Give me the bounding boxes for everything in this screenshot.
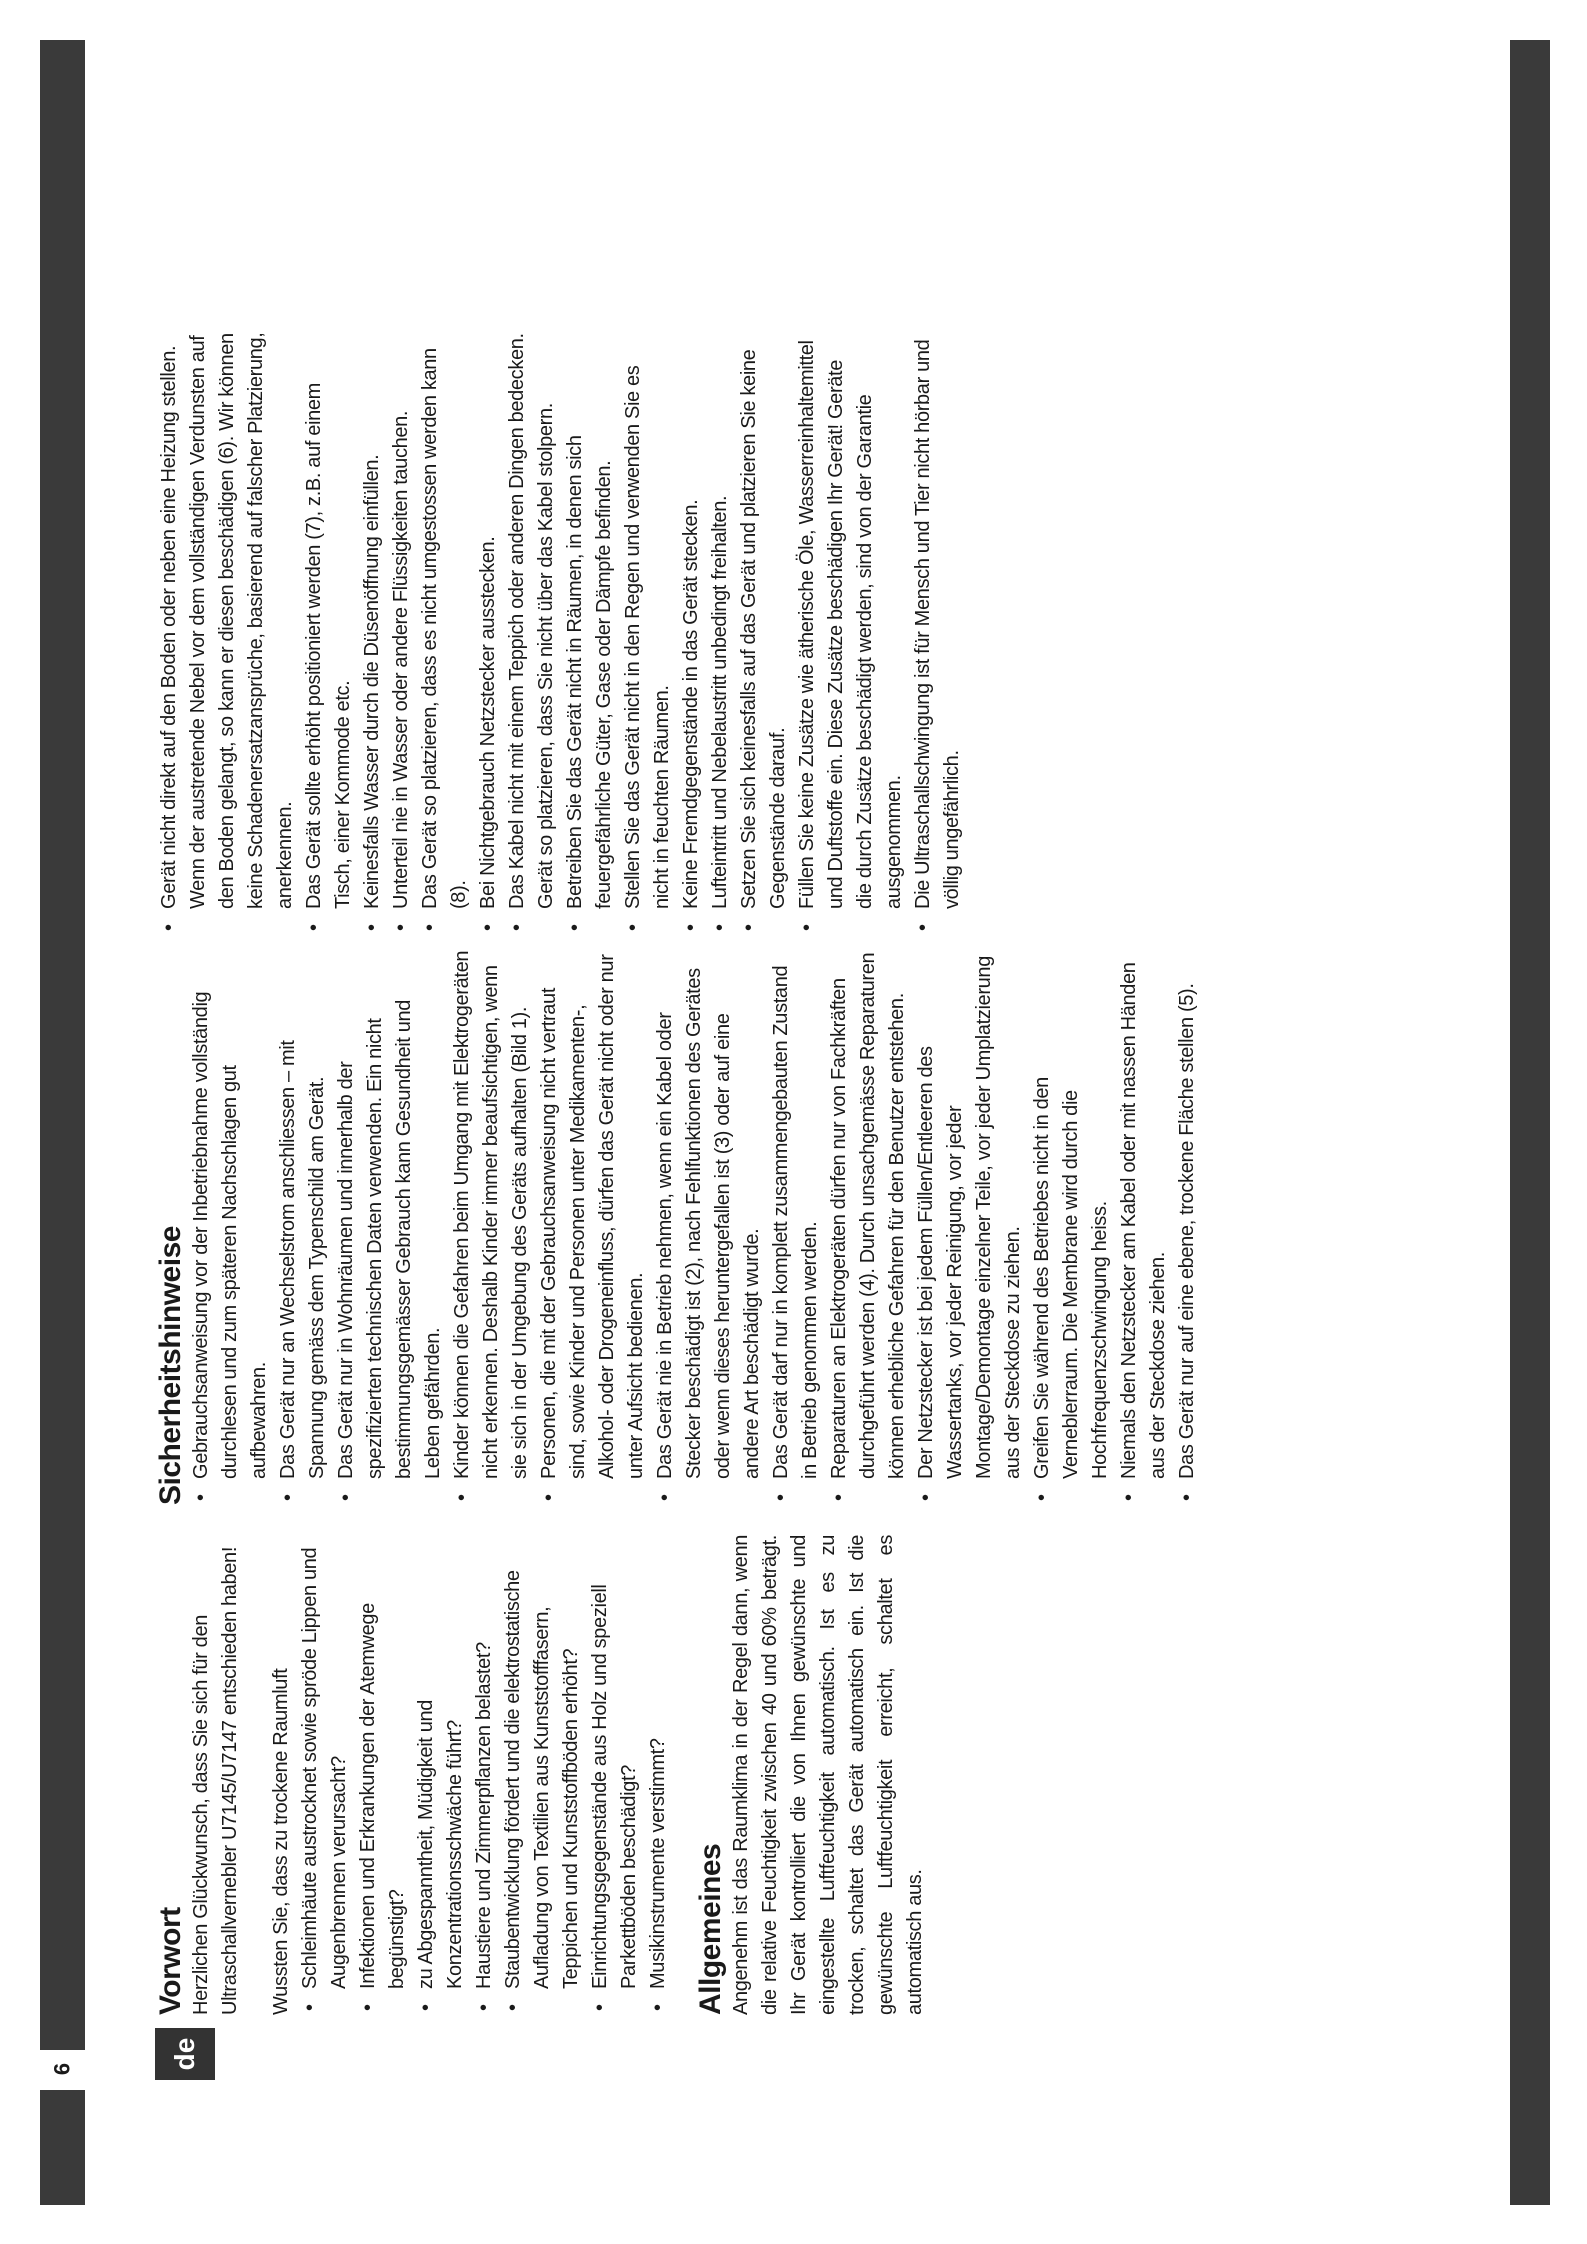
list-item: • Personen, die mit der Gebrauchsanweisung nicht vertraut sind, sowie Kinder und Personen unter Medikamenten-, Alkohol- oder Drogeneinfluss, dürfen das Gerät nicht oder nur unter Aufsicht bedienen. (535, 950, 651, 1505)
column-1 (155, 1535, 930, 2015)
list-item: • Das Gerät nur auf eine ebene, trockene Fläche stellen (5). (1173, 950, 1202, 1505)
vorwort-question-lead: Wussten Sie, dass zu trockene Raumluft (270, 1668, 292, 2015)
list-item: • Gebrauchsanweisung vor der Inbetriebnahme vollständig durchlesen und zum späteren Nachschlagen gut aufbewahren. (187, 950, 274, 1505)
safety-list-part-1 (187, 950, 1202, 1505)
list-item: • Haustiere und Zimmerpflanzen belastet? (470, 1535, 499, 2015)
list-item: • Keine Fremdgegenstände in das Gerät stecken. (677, 330, 706, 935)
list-item: • Kinder können die Gefahren beim Umgang mit Elektrogeräten nicht erkennen. Deshalb Kinder immer beaufsichtigen, wenn sie sich in der Umgebung des Geräts aufhalten (Bild 1). (448, 950, 535, 1505)
list-item: • Das Gerät darf nur in komplett zusammengebauten Zustand in Betrieb genommen werden. (767, 950, 825, 1505)
list-item: • Infektionen und Erkrankungen der Atemwege begünstigt? (354, 1535, 412, 2015)
vorwort-intro: Herzlichen Glückwunsch, dass Sie sich für den Ultraschallvernebler U7145/U7147 entschieden haben! (190, 1546, 241, 2015)
list-item: • Das Gerät nie in Betrieb nehmen, wenn ein Kabel oder Stecker beschädigt ist (2), nach Fehlfunktionen des Gerätes oder wenn dieses heruntergefallen ist (3) oder auf eine andere Art beschädigt wurde. (651, 950, 767, 1505)
language-tab: de (155, 2028, 215, 2080)
sicherheitshinweise-heading: Sicherheitshinweise (154, 1226, 187, 1505)
list-item: • Gerät nicht direkt auf den Boden oder neben eine Heizung stellen. Wenn der austretende Nebel vor dem vollständigen Verdunsten auf den Boden gelangt, so kann er diesen beschädigen (6). Wir können keine Schadenersatzansprüche, basierend auf falscher Platzierung, anerkennen. (155, 330, 300, 935)
allgemeines-text: Angenehm ist das Raumklima in der Regel dann, wenn die relative Feuchtigkeit zwischen 40 und 60% beträgt. Ihr Gerät kontrolliert die von Ihnen gewünschte und eingestellte Luftfeuchtigkeit automatisch. Ist es zu trocken, schaltet das Gerät automatisch ein. Ist die gewünschte Luftfeuchtigkeit erreicht, schaltet es automatisch aus. (730, 1535, 926, 2015)
list-item: • Schleimhäute austrocknet sowie spröde Lippen und Augenbrennen verursacht? (296, 1535, 354, 2015)
list-item: • Niemals den Netzstecker am Kabel oder mit nassen Händen aus der Steckdose ziehen. (1115, 950, 1173, 1505)
page-number: 6 (49, 2062, 75, 2076)
list-item: • Die Ultraschallschwingung ist für Mensch und Tier nicht hörbar und völlig ungefährlich. (909, 330, 967, 935)
list-item: • Einrichtungsgegenstände aus Holz und speziell Parkettböden beschädigt? (586, 1535, 644, 2015)
list-item: • zu Abgespanntheit, Müdigkeit und Konzentrationsschwäche führt? (412, 1535, 470, 2015)
list-item: • Betreiben Sie das Gerät nicht in Räumen, in denen sich feuergefährliche Güter, Gase oder Dämpfe befinden. (561, 330, 619, 935)
allgemeines-heading: Allgemeines (694, 1843, 727, 2015)
list-item: • Bei Nichtgebrauch Netzstecker ausstecken. (474, 330, 503, 935)
list-item: • Der Netzstecker ist bei jedem Füllen/Entleeren des Wassertanks, vor jeder Reinigung, vor jeder Montage/Demontage einzelner Teile, vor jeder Umplatzierung aus der Steckdose zu ziehen. (912, 950, 1028, 1505)
safety-list-part-2 (155, 330, 967, 935)
rotated-page-content (155, 120, 1435, 2080)
list-item: • Das Gerät so platzieren, dass es nicht umgestossen werden kann (8). (416, 330, 474, 935)
list-item: • Keinesfalls Wasser durch die Düsenöffnung einfüllen. (358, 330, 387, 935)
list-item: • Stellen Sie das Gerät nicht in den Regen und verwenden Sie es nicht in feuchten Räumen. (619, 330, 677, 935)
list-item: • Das Gerät sollte erhöht positioniert werden (7), z.B. auf einem Tisch, einer Kommode etc. (300, 330, 358, 935)
right-margin-bar (1510, 40, 1550, 2205)
vorwort-list (296, 1535, 673, 2015)
list-item: • Füllen Sie keine Zusätze wie ätherische Öle, Wasserreinhaltemittel und Duftstoffe ein. Diese Zusätze beschädigen Ihr Gerät! Geräte die durch Zusätze beschädigt werden, sind von der Garantie ausgenommen. (793, 330, 909, 935)
left-margin-bar (40, 40, 85, 2205)
list-item: • Reparaturen an Elektrogeräten dürfen nur von Fachkräften durchgeführt werden (4). Durch unsachgemässe Reparaturen können erhebliche Gefahren für den Benutzer entstehen. (825, 950, 912, 1505)
list-item: • Das Gerät nur an Wechselstrom anschliessen – mit Spannung gemäss dem Typenschild am Gerät. (274, 950, 332, 1505)
column-2 (155, 950, 1202, 1505)
vorwort-heading: Vorwort (154, 1907, 187, 2015)
list-item: • Greifen Sie während des Betriebes nicht in den Verneblerraum. Die Membrane wird durch die Hochfrequenzschwingung heiss. (1028, 950, 1115, 1505)
list-item: • Unterteil nie in Wasser oder andere Flüssigkeiten tauchen. (387, 330, 416, 935)
list-item: • Setzen Sie sich keinesfalls auf das Gerät und platzieren Sie keine Gegenstände darauf. (735, 330, 793, 935)
list-item: • Das Kabel nicht mit einem Teppich oder anderen Dingen bedecken. Gerät so platzieren, dass Sie nicht über das Kabel stolpern. (503, 330, 561, 935)
column-3 (155, 330, 967, 935)
list-item: • Das Gerät nur in Wohnräumen und innerhalb der spezifizierten technischen Daten verwenden. Ein nicht bestimmungsgemässer Gebrauch kann Gesundheit und Leben gefährden. (332, 950, 448, 1505)
list-item: • Lufteintritt und Nebelaustritt unbedingt freihalten. (706, 330, 735, 935)
list-item: • Musikinstrumente verstimmt? (644, 1535, 673, 2015)
list-item: • Staubentwicklung fördert und die elektrostatische Aufladung von Textilien aus Kunststofffasern, Teppichen und Kunststoffböden erhöht? (499, 1535, 586, 2015)
